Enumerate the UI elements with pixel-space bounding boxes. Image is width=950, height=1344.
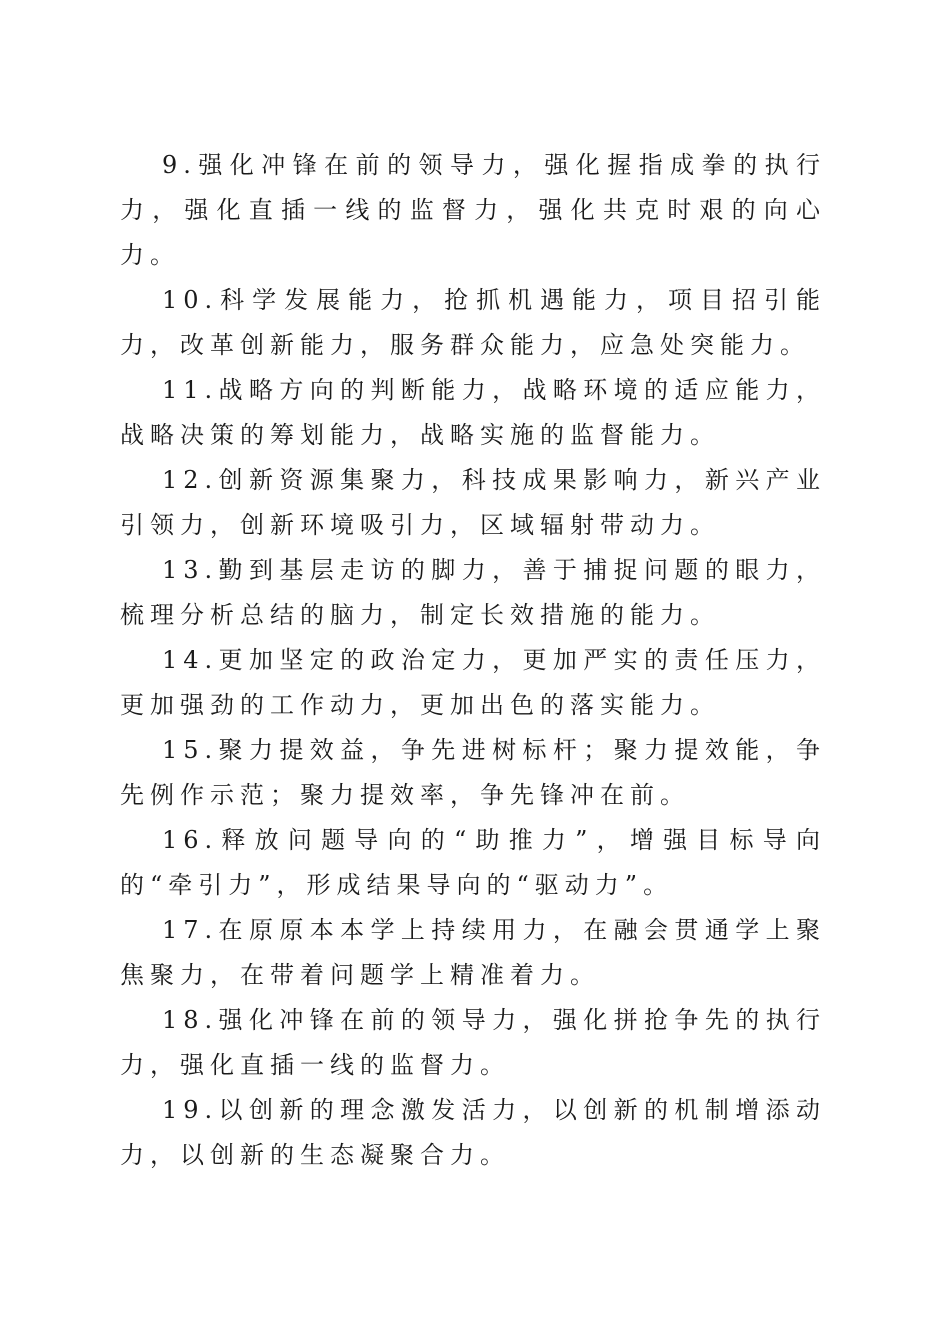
paragraph-16: 16.释放问题导向的“助推力”，增强目标导向的“牵引力”，形成结果导向的“驱动力”。 [120,826,826,899]
paragraph-13: 13.勤到基层走访的脚力，善于捕捉问题的眼力，梳理分析总结的脑力，制定长效措施的能力。 [120,556,826,629]
paragraph-11: 11.战略方向的判断能力，战略环境的适应能力，战略决策的筹划能力，战略实施的监督能力。 [120,376,826,449]
paragraph-18: 18.强化冲锋在前的领导力，强化拼抢争先的执行力，强化直插一线的监督力。 [120,1006,826,1079]
paragraph-15: 15.聚力提效益，争先进树标杆；聚力提效能，争先例作示范；聚力提效率，争先锋冲在前。 [120,736,826,809]
paragraph-12: 12.创新资源集聚力，科技成果影响力，新兴产业引领力，创新环境吸引力，区域辐射带动力。 [120,466,826,539]
document-body [120,143,826,1178]
paragraph-10: 10.科学发展能力，抢抓机遇能力，项目招引能力，改革创新能力，服务群众能力，应急处突能力。 [120,286,826,359]
paragraph-9: 9.强化冲锋在前的领导力，强化握指成拳的执行力，强化直插一线的监督力，强化共克时艰的向心力。 [120,151,826,269]
paragraph-14: 14.更加坚定的政治定力，更加严实的责任压力，更加强劲的工作动力，更加出色的落实能力。 [120,646,826,719]
paragraph-19: 19.以创新的理念激发活力，以创新的机制增添动力，以创新的生态凝聚合力。 [120,1096,826,1169]
paragraph-17: 17.在原原本本学上持续用力，在融会贯通学上聚焦聚力，在带着问题学上精准着力。 [120,916,826,989]
